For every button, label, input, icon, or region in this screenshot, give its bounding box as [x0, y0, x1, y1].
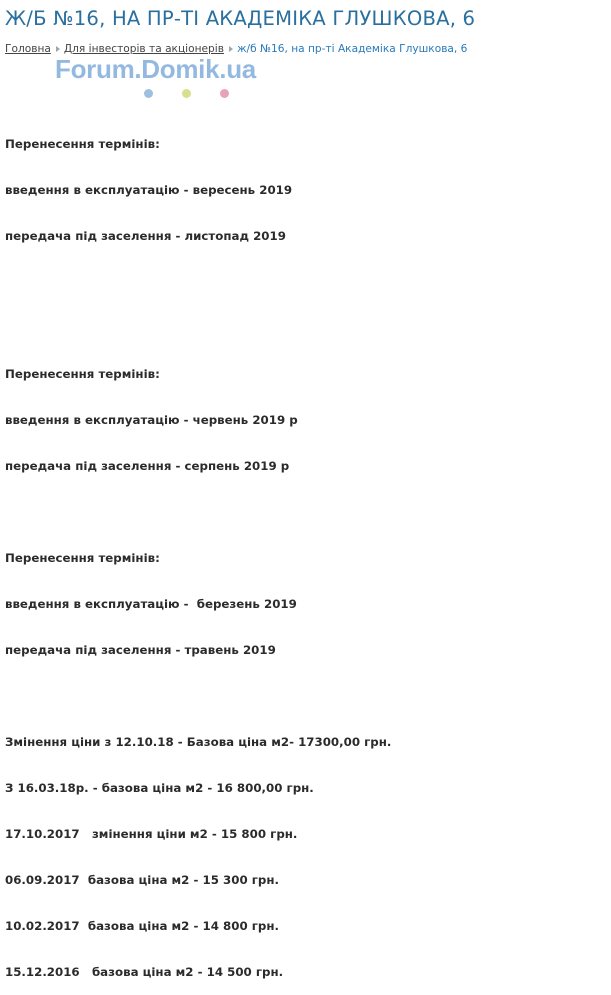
- block2-commissioning: введення в експлуатацію - червень 2019 р: [5, 413, 298, 427]
- spacer: [5, 687, 391, 705]
- watermark-dot-pink-icon: [220, 89, 229, 98]
- watermark-dot-blue-icon: [144, 89, 153, 98]
- spacer: [5, 503, 391, 521]
- price-change-line: 15.12.2016 базова ціна м2 - 14 500 грн.: [5, 965, 284, 979]
- block3-heading: Перенесення термінів:: [5, 551, 160, 565]
- block3-commissioning: введення в експлуатацію - березень 2019: [5, 597, 297, 611]
- breadcrumb-home-link[interactable]: Головна: [5, 43, 51, 55]
- price-change-line: 17.10.2017 змінення ціни м2 - 15 800 грн.: [5, 827, 298, 841]
- breadcrumb-separator-icon: [56, 46, 60, 52]
- article-content: [5, 107, 391, 995]
- price-change-line: 10.02.2017 базова ціна м2 - 14 800 грн.: [5, 919, 279, 933]
- block3-handover: передача під заселення - травень 2019: [5, 643, 276, 657]
- breadcrumb-separator-icon: [229, 46, 233, 52]
- watermark-logo: Forum.Domik.ua: [55, 54, 256, 84]
- breadcrumb-section-link[interactable]: Для інвесторів та акціонерів: [63, 43, 224, 55]
- block2-handover: передача під заселення - серпень 2019 р: [5, 459, 290, 473]
- block1-heading: Перенесення термінів:: [5, 137, 160, 151]
- watermark-dots: [144, 89, 229, 98]
- page-title: Ж/Б №16, НА ПР-ТІ АКАДЕМІКА ГЛУШКОВА, 6: [5, 7, 476, 30]
- price-change-line: 06.09.2017 базова ціна м2 - 15 300 грн.: [5, 873, 279, 887]
- watermark-dot-green-icon: [182, 89, 191, 98]
- breadcrumb-current: ж/б №16, на пр-ті Академіка Глушкова, 6: [236, 43, 468, 55]
- price-change-line: З 16.03.18р. - базова ціна м2 - 16 800,00 грн.: [5, 781, 314, 795]
- block1-commissioning: введення в експлуатацію - вересень 2019: [5, 183, 293, 197]
- price-change-line: Змінення ціни з 12.10.18 - Базова ціна м2- 17300,00 грн.: [5, 735, 392, 749]
- spacer: [5, 273, 391, 291]
- block1-handover: передача під заселення - листопад 2019: [5, 229, 286, 243]
- block2-heading: Перенесення термінів:: [5, 367, 160, 381]
- spacer: [5, 319, 391, 337]
